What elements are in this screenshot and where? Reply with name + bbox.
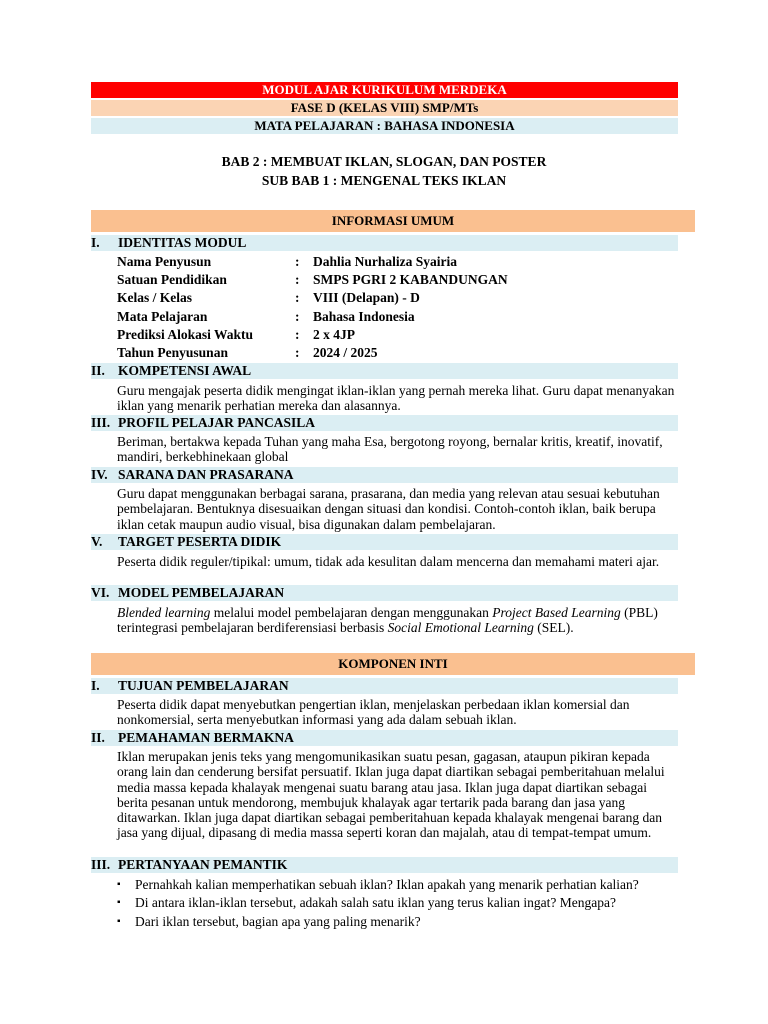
heading-number: IV. xyxy=(91,467,108,482)
section-komponen-inti: KOMPONEN INTI xyxy=(91,653,695,675)
identity-label: Nama Penyusun xyxy=(117,254,212,269)
heading-title: PEMAHAMAN BERMAKNA xyxy=(118,730,294,745)
identity-value: 2 x 4JP xyxy=(313,327,355,342)
heading-title: KOMPETENSI AWAL xyxy=(118,363,252,378)
heading-title: MODEL PEMBELAJARAN xyxy=(118,585,285,600)
tujuan-text: Peserta didik dapat menyebutkan pengertian iklan, menjelaskan perbedaan iklan komersial dan nonkomersial, serta menyebutkan informasi yang ada dalam sebuah iklan. xyxy=(117,697,630,728)
heading-profil xyxy=(91,415,678,431)
heading-pemahaman xyxy=(91,730,678,746)
heading-title: IDENTITAS MODUL xyxy=(118,235,247,250)
heading-title: PERTANYAAN PEMANTIK xyxy=(118,857,288,872)
identity-colon: : xyxy=(295,309,300,324)
heading-target xyxy=(91,534,678,550)
identity-colon: : xyxy=(295,345,300,360)
identity-colon: : xyxy=(295,272,300,287)
profil-text: Beriman, bertakwa kepada Tuhan yang maha Esa, bergotong royong, bernalar kritis, kreatif, inovatif, mandiri, berkebhinekaan global xyxy=(117,434,663,465)
list-item-text: Dari iklan tersebut, bagian apa yang paling menarik? xyxy=(135,913,421,929)
identity-value: Bahasa Indonesia xyxy=(313,309,415,324)
heading-title: TARGET PESERTA DIDIK xyxy=(118,534,282,549)
heading-number: I. xyxy=(91,678,100,693)
heading-number: II. xyxy=(91,730,105,745)
chapter-title: BAB 2 : MEMBUAT IKLAN, SLOGAN, DAN POSTER xyxy=(221,154,547,169)
identity-value: Dahlia Nurhaliza Syairia xyxy=(313,254,458,269)
identity-label: Mata Pelajaran xyxy=(117,309,208,324)
list-item-text: Di antara iklan-iklan tersebut, adakah salah satu iklan yang terus kalian ingat? Mengapa? xyxy=(135,895,616,911)
heading-pertanyaan xyxy=(91,857,678,873)
identity-value: VIII (Delapan) - D xyxy=(313,290,420,305)
heading-identitas xyxy=(91,235,678,251)
identity-colon: : xyxy=(295,327,300,342)
heading-sarana xyxy=(91,467,678,483)
identity-colon: : xyxy=(295,254,300,269)
heading-tujuan xyxy=(91,678,678,694)
identity-value: 2024 / 2025 xyxy=(313,345,378,360)
heading-number: V. xyxy=(91,534,103,549)
list-item xyxy=(117,914,677,929)
list-item xyxy=(117,877,677,892)
pemahaman-text: Iklan merupakan jenis teks yang mengomunikasikan suatu pesan, gagasan, ataupun pikiran kepada orang lain dan cenderung bersifat persuatif. Iklan juga dapat diartikan sebagai pemberitahuan melalui media massa kepada khalayak mengenai suatu barang atau jasa. Iklan juga dapat diartikan sebagai berita pesanan untuk mendorong, membujuk khalayak agar tertarik pada barang dan jasa yang ditawarkan. Iklan juga dapat diartikan sebagai pemberitahuan kepada khalayak mengenai barang dan jasa yang dijual, dipasang di media massa seperti koran dan majalah, atau di tempat-tempat umum. xyxy=(117,749,665,841)
subchapter-title: SUB BAB 1 : MENGENAL TEKS IKLAN xyxy=(261,173,507,188)
target-text: Peserta didik reguler/tipikal: umum, tidak ada kesulitan dalam mencerna dan memahami materi ajar. xyxy=(117,554,660,569)
heading-title: SARANA DAN PRASARANA xyxy=(118,467,294,482)
phase-title: FASE D (KELAS VIII) SMP/MTs xyxy=(91,100,678,116)
model-text xyxy=(117,605,677,636)
bullet-icon: ▪ xyxy=(117,915,121,927)
identity-label: Satuan Pendidikan xyxy=(117,272,227,287)
model-text-part: (SEL). xyxy=(533,620,574,636)
model-text-part: (PBL) terintegrasi pembelajaran berdiferensiasi berbasis xyxy=(117,605,658,636)
subject-title: MATA PELAJARAN : BAHASA INDONESIA xyxy=(91,118,678,134)
identity-colon: : xyxy=(295,290,300,305)
section-informasi-umum: INFORMASI UMUM xyxy=(91,210,695,232)
module-title: MODUL AJAR KURIKULUM MERDEKA xyxy=(91,82,678,98)
heading-number: II. xyxy=(91,363,105,378)
identity-label: Prediksi Alokasi Waktu xyxy=(117,327,254,342)
identity-value: SMPS PGRI 2 KABANDUNGAN xyxy=(313,272,508,287)
bullet-icon: ▪ xyxy=(117,879,121,890)
heading-title: TUJUAN PEMBELAJARAN xyxy=(118,678,289,693)
heading-kompetensi xyxy=(91,363,678,379)
heading-number: III. xyxy=(91,857,111,872)
heading-number: I. xyxy=(91,235,100,250)
model-text-part: melalui model pembelajaran dengan menggunakan xyxy=(210,605,493,620)
heading-number: VI. xyxy=(91,585,110,600)
heading-model xyxy=(91,585,678,601)
model-text-italic: Social Emotional Learning xyxy=(387,620,534,636)
heading-title: PROFIL PELAJAR PANCASILA xyxy=(118,415,316,430)
model-text-italic: Project Based Learning xyxy=(492,605,621,620)
identity-label: Tahun Penyusunan xyxy=(117,345,228,360)
bullet-icon: ▪ xyxy=(117,897,121,909)
list-item-text: Pernahkah kalian memperhatikan sebuah iklan? Iklan apakah yang menarik perhatian kalian? xyxy=(135,877,639,892)
kompetensi-text: Guru mengajak peserta didik mengingat iklan-iklan yang pernah mereka lihat. Guru dapat menanyakan iklan yang menarik perhatian mereka dan alasannya. xyxy=(117,383,675,414)
list-item xyxy=(117,895,677,910)
model-text-italic: Blended learning xyxy=(117,605,211,620)
identity-label: Kelas / Kelas xyxy=(117,290,192,305)
pertanyaan-list xyxy=(117,877,677,932)
sarana-text: Guru dapat menggunakan berbagai sarana, prasarana, dan media yang relevan atau sesuai kebutuhan pembelajaran. Bentuknya disesuaikan dengan situasi dan kondisi. Contoh-contoh iklan, baik berupa iklan cetak maupun audio visual, bisa digunakan dalam pembelajaran. xyxy=(117,486,660,532)
heading-number: III. xyxy=(91,415,111,430)
